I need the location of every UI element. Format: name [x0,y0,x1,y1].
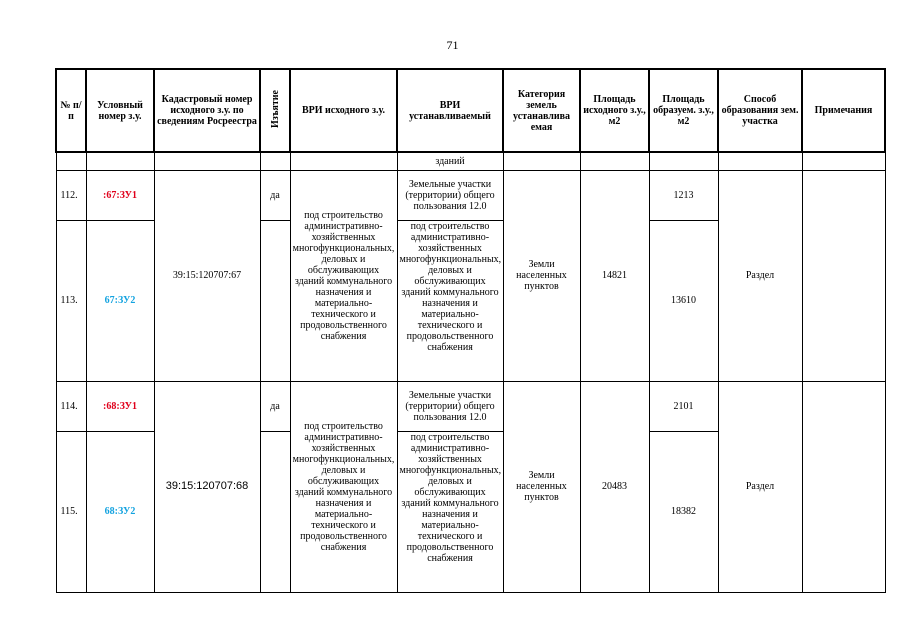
vri-established: под строительство административно-хозяйственных многофункциональных, деловых и обслуживающих зданий коммунального назначения и материально-технического и продовольственного снабжения [397,220,503,381]
plot-number: :68:ЗУ1 [86,381,154,431]
header-withdrawal-cell [260,69,290,152]
area-formed: 1213 [649,170,718,220]
area-source: 20483 [580,381,649,592]
table-row [56,381,885,431]
vri-source: под строительство административно-хозяйственных многофункциональных, деловых и обслуживающих зданий коммунального назначения и материально-технического и продовольственного снабжения [290,381,397,592]
formation-method: Раздел [718,381,802,592]
vri-established: под строительство административно-хозяйственных многофункциональных, деловых и обслуживающих зданий коммунального назначения и материально-технического и продовольственного снабжения [397,431,503,592]
withdrawal-flag: да [260,170,290,220]
area-formed: 2101 [649,381,718,431]
header-vri-established: ВРИ устанавливаемый [397,69,503,152]
land-plots-table [55,68,886,593]
vri-source: под строительство административно-хозяйственных многофункциональных, деловых и обслуживающих зданий коммунального назначения и материально-технического и продовольственного снабжения [290,170,397,381]
area-formed: 18382 [649,431,718,592]
header-vri-source: ВРИ исходного з.у. [290,69,397,152]
row-number: 112. [56,170,86,220]
table-row [56,170,885,220]
continuation-vri-text: зданий [397,152,503,170]
row-number: 115. [56,431,86,592]
land-category: Земли населенных пунктов [503,170,580,381]
header-area-source: Площадь исходного з.у., м2 [580,69,649,152]
land-category: Земли населенных пунктов [503,381,580,592]
plot-number: 68:ЗУ2 [86,431,154,592]
notes [802,381,885,592]
plot-number: :67:ЗУ1 [86,170,154,220]
vri-established: Земельные участки (территории) общего пользования 12.0 [397,170,503,220]
header-withdrawal: Изъятие [269,90,281,128]
header-area-formed: Площадь образуем. з.у., м2 [649,69,718,152]
header-num: № п/п [56,69,86,152]
notes [802,170,885,381]
header-conditional-number: Условный номер з.у. [86,69,154,152]
cadastral-number: 39:15:120707:68 [154,381,260,592]
row-number: 114. [56,381,86,431]
withdrawal-flag [260,220,290,381]
header-land-category: Категория земель устанавлива емая [503,69,580,152]
header-cadastral: Кадастровый номер исходного з.у. по сведениям Росреестра [154,69,260,152]
plot-number: 67:ЗУ2 [86,220,154,381]
page-number: 71 [446,38,459,52]
area-source: 14821 [580,170,649,381]
formation-method: Раздел [718,170,802,381]
row-number: 113. [56,220,86,381]
area-formed: 13610 [649,220,718,381]
withdrawal-flag: да [260,381,290,431]
header-row [56,69,885,152]
vri-established: Земельные участки (территории) общего пользования 12.0 [397,381,503,431]
cadastral-number: 39:15:120707:67 [154,170,260,381]
continuation-row [56,152,885,170]
header-formation-method: Способ образования зем. участка [718,69,802,152]
withdrawal-flag [260,431,290,592]
header-notes: Примечания [802,69,885,152]
